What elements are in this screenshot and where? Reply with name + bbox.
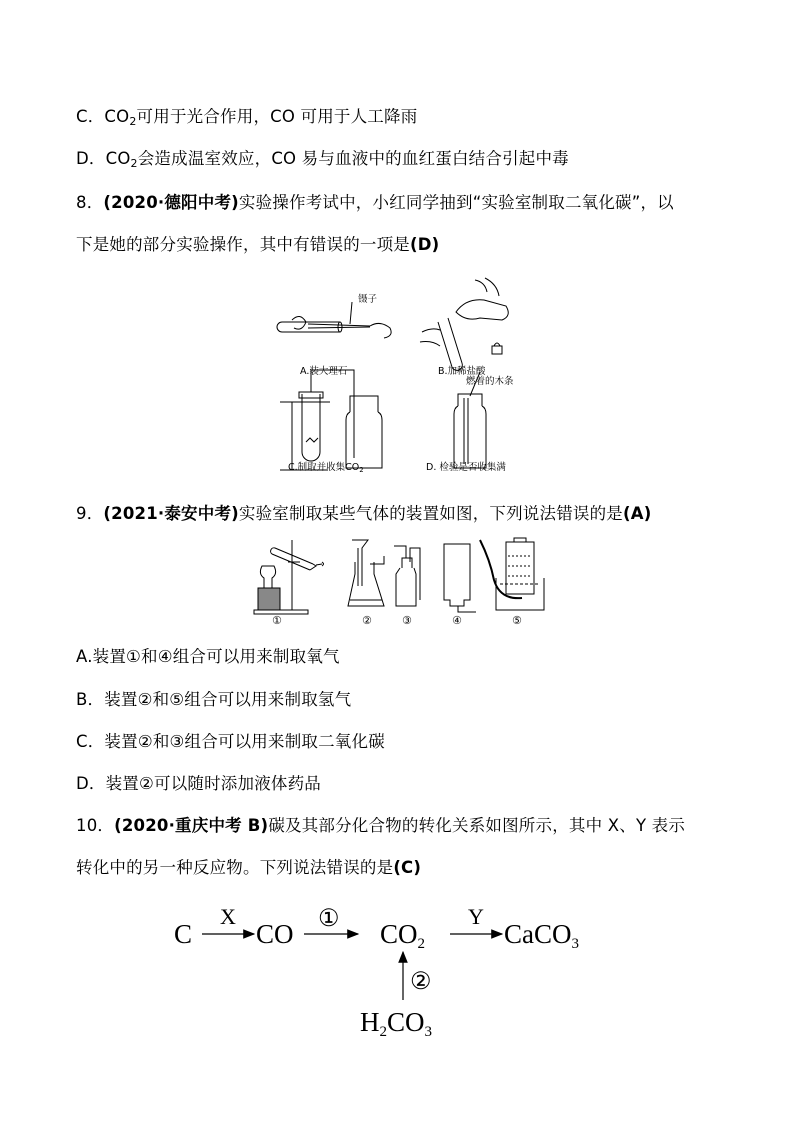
option-d-sub: 2 — [130, 157, 138, 170]
label-1: ① — [272, 614, 282, 626]
q9-source: (2021·泰安中考) — [103, 504, 239, 523]
q9-option-d: D．装置②可以随时添加液体药品 — [76, 774, 321, 793]
step-2-label: ② — [410, 969, 432, 995]
q9-figure — [244, 534, 564, 626]
q9-option-b: B．装置②和⑤组合可以用来制取氢气 — [76, 690, 352, 709]
caption-c-text: C.制取并收集CO — [288, 462, 360, 473]
h2co3-co-sub: 3 — [424, 1024, 433, 1040]
apparatus-5-icon — [480, 538, 544, 610]
label-3: ③ — [402, 614, 412, 626]
apparatus-c-icon — [280, 370, 382, 470]
reactant-y: Y — [468, 904, 484, 929]
q8-line2 — [76, 234, 734, 256]
caption-a: A.装大理石 — [300, 366, 348, 377]
q8-number: 8． — [76, 193, 104, 212]
h2co3-co: CO — [387, 1007, 425, 1037]
label-4: ④ — [452, 614, 462, 626]
option-d-text: 会造成温室效应，CO 易与血液中的血红蛋白结合引起中毒 — [137, 149, 569, 168]
q10-line2 — [76, 857, 734, 879]
co2-text: CO — [380, 919, 418, 949]
q9-option-a: A.装置①和④组合可以用来制取氧气 — [76, 647, 340, 666]
carbon-monoxide: CO — [256, 919, 294, 949]
apparatus-1-icon — [254, 540, 324, 614]
carbonic-acid — [360, 1007, 432, 1040]
carbon: C — [174, 919, 193, 949]
label-5: ⑤ — [512, 614, 522, 626]
q9-line — [76, 503, 734, 525]
h2co3-h: H — [360, 1007, 380, 1037]
q9-stem: 实验室制取某些气体的装置如图，下列说法错误的是 — [238, 504, 623, 523]
option-d-label: D．CO — [76, 149, 131, 168]
q10-line1 — [76, 815, 734, 837]
carbon-dioxide — [380, 919, 425, 952]
option-c-label: C．CO — [76, 107, 130, 126]
q10-source: (2020·重庆中考 B) — [114, 816, 269, 835]
label-2: ② — [362, 614, 372, 626]
option-c-text: 可用于光合作用，CO 可用于人工降雨 — [136, 107, 418, 126]
caco3-text: CaCO — [504, 919, 572, 949]
caption-d: D. 检验是否收集满 — [426, 462, 506, 473]
reactant-x: X — [220, 904, 236, 929]
q8-stem-2: 下是她的部分实验操作，其中有错误的一项是 — [76, 235, 410, 254]
q10-stem-1: 碳及其部分化合物的转化关系如图所示，其中 X、Y 表示 — [268, 816, 686, 835]
q9-answer: (A) — [623, 504, 652, 523]
q8-figure — [270, 272, 530, 477]
q8-source: (2020·德阳中考) — [103, 193, 239, 212]
apparatus-3-icon — [394, 546, 420, 606]
step-1-label: ① — [318, 906, 340, 932]
q9-number: 9． — [76, 504, 104, 523]
q10-stem-2: 转化中的另一种反应物。下列说法错误的是 — [76, 858, 394, 877]
calcium-carbonate — [504, 919, 579, 952]
burning-stick-label: 燃着的木条 — [466, 376, 514, 387]
option-d — [76, 148, 734, 170]
caption-b: B.加稀盐酸 — [438, 366, 486, 377]
option-c-sub: 2 — [129, 115, 137, 128]
caption-c-sub: 2 — [359, 466, 364, 474]
q8-line1 — [76, 192, 734, 214]
co2-sub: 2 — [417, 936, 426, 952]
tweezers-label: 镊子 — [358, 294, 378, 305]
tweezers-pointer-icon — [350, 302, 352, 324]
q9-option-c: C．装置②和③组合可以用来制取二氧化碳 — [76, 732, 385, 751]
q8-stem-1: 实验操作考试中，小红同学抽到“实验室制取二氧化碳”，以 — [238, 193, 674, 212]
option-c — [76, 106, 734, 128]
caco3-sub: 3 — [571, 936, 579, 952]
test-tube-a-icon — [277, 316, 391, 338]
pour-acid-b-icon — [420, 278, 508, 370]
apparatus-2-icon — [348, 540, 384, 606]
h2co3-h-sub: 2 — [379, 1024, 387, 1040]
q10-diagram — [160, 896, 600, 1046]
apparatus-4-icon — [444, 544, 476, 612]
caption-c — [288, 461, 364, 474]
q8-answer: (D) — [410, 235, 440, 254]
q10-number: 10． — [76, 816, 115, 835]
q10-answer: (C) — [393, 858, 422, 877]
